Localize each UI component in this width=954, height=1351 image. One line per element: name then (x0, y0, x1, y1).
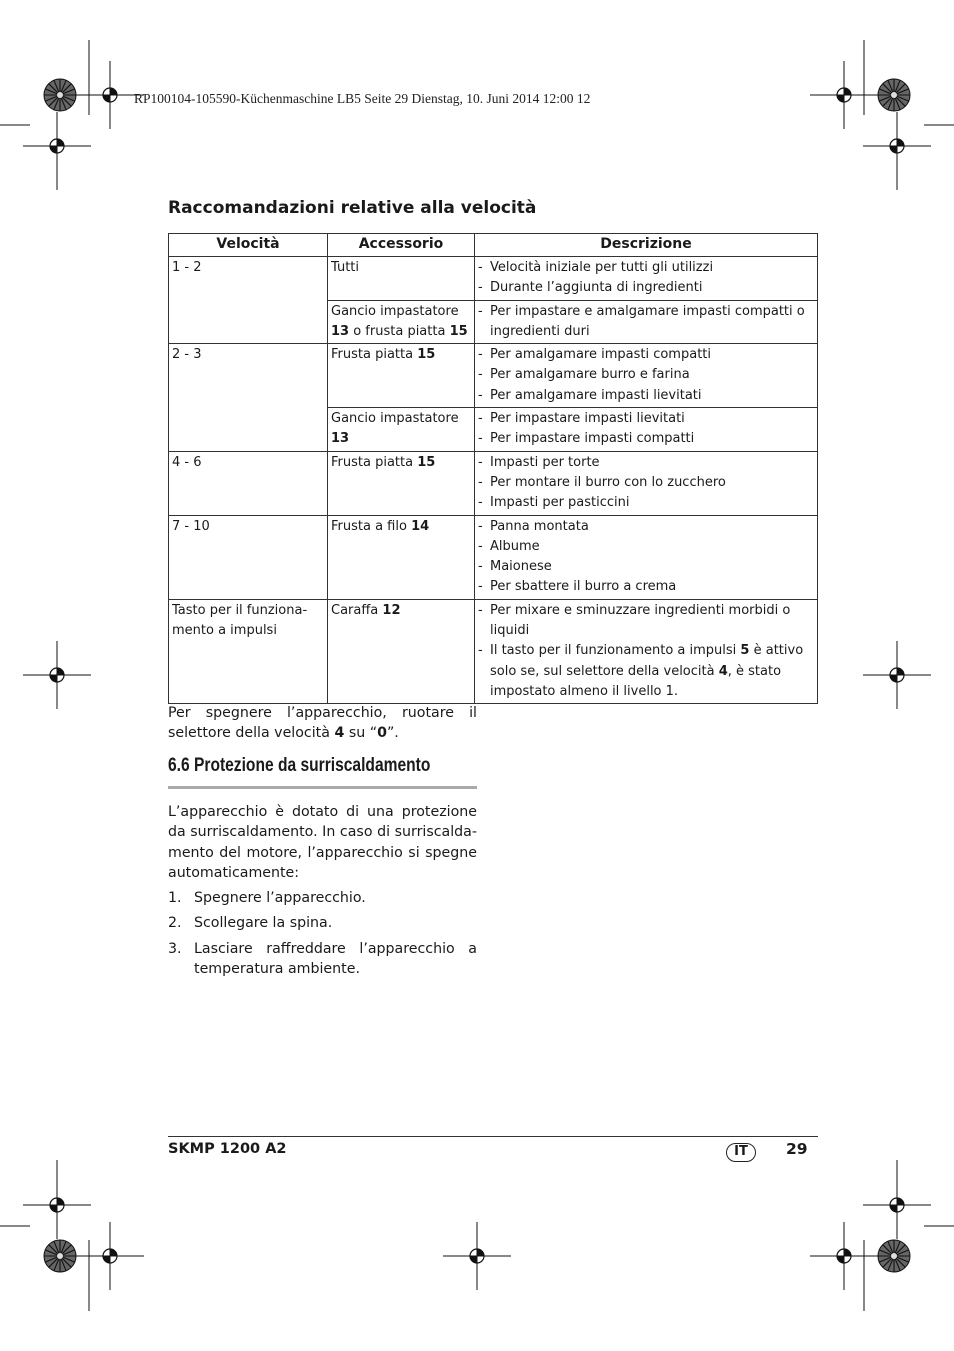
description-item: Maionese (490, 559, 552, 575)
description-item: Per impastare impasti compatti (490, 431, 695, 447)
description-item: Impasti per pasticcini (490, 495, 630, 511)
description-item: Albume (490, 538, 540, 554)
speed-cell: 4 - 6 (169, 451, 328, 515)
section-title: Raccomandazioni relative alla velocità (168, 198, 537, 218)
description-item: Per impastare e amalgamare impasti compatti o ingredienti duri (490, 303, 805, 339)
table-row (169, 451, 818, 515)
description-cell: - Velocità iniziale per tutti gli utilizzi - Durante l’aggiunta di ingredienti (475, 257, 818, 301)
description-item: Per montare il burro con lo zucchero (490, 474, 726, 490)
accessory-cell: Gancio impastatore 13 o frusta piatta 15 (328, 300, 475, 344)
table-header-row (169, 234, 818, 257)
description-cell: - Panna montata - Albume - Maionese - Per sbattere il burro a crema (475, 515, 818, 599)
accessory-cell: Caraffa 12 (328, 599, 475, 703)
print-header: RP100104-105590-Küchenmaschine LB5 Seite 29 Dienstag, 10. Juni 2014 12:00 12 (134, 91, 591, 106)
description-cell: - Per mixare e sminuzzare ingredienti morbidi o liquidi - Il tasto per il funzionamento a impulsi 5 è attivo solo se, sul selettore della velocità 4, è stato impostato almeno il livello 1. (475, 599, 818, 703)
subsection-title-rule (168, 786, 477, 789)
description-item: Impasti per torte (490, 454, 600, 470)
accessory-cell: Frusta piatta 15 (328, 451, 475, 515)
description-cell: - Per impastare impasti lievitati - Per impastare impasti compatti (475, 408, 818, 452)
subsection-title: 6.6 Protezione da surriscaldamento (168, 755, 431, 776)
footer-rule (168, 1136, 818, 1137)
header-accessory: Accessorio (328, 234, 475, 257)
table-row (169, 257, 818, 301)
accessory-cell: Gancio impastatore 13 (328, 408, 475, 452)
table-row (169, 344, 818, 408)
language-badge: IT (726, 1143, 756, 1162)
page-number: 29 (786, 1140, 808, 1158)
description-item: Per amalgamare impasti lievitati (490, 387, 702, 403)
header-description: Descrizione (475, 234, 818, 257)
description-item: Panna montata (490, 518, 589, 534)
speed-cell: Tasto per il funziona-mento a impulsi (169, 599, 328, 703)
header-speed: Velocità (169, 234, 328, 257)
description-cell: - Impasti per torte - Per montare il burro con lo zucchero - Impasti per pasticcini (475, 451, 818, 515)
description-item: Per amalgamare impasti compatti (490, 347, 711, 363)
description-cell: - Per amalgamare impasti compatti - Per amalgamare burro e farina - Per amalgamare impasti lievitati (475, 344, 818, 408)
subsection-intro: L’apparecchio è dotato di una protezione da surriscaldamento. In caso di surriscalda-mento del motore, l’apparecchio si spegne automaticamente: (168, 804, 477, 881)
description-item: Per sbattere il burro a crema (490, 579, 677, 595)
list-item: 3. Lasciare raffreddare l’apparecchio a temperatura ambiente. (168, 940, 477, 977)
description-item: Durante l’aggiunta di ingredienti (490, 280, 703, 296)
accessory-cell: Frusta piatta 15 (328, 344, 475, 408)
table-row (169, 599, 818, 703)
list-item: 1. Spegnere l’apparecchio. (168, 890, 366, 906)
description-item: Per amalgamare burro e farina (490, 367, 690, 383)
description-cell: - Per impastare e amalgamare impasti compatti o ingredienti duri (475, 300, 818, 344)
speed-cell: 1 - 2 (169, 257, 328, 344)
table-row (169, 515, 818, 599)
speed-table (168, 233, 818, 704)
description-item: Per impastare impasti lievitati (490, 411, 685, 427)
steps-list (168, 888, 477, 984)
footer-model: SKMP 1200 A2 (168, 1141, 287, 1157)
list-item: 2. Scollegare la spina. (168, 915, 333, 932)
speed-cell: 7 - 10 (169, 515, 328, 599)
accessory-cell: Frusta a filo 14 (328, 515, 475, 599)
off-note: Per spegnere l’apparecchio, ruotare il selettore della velocità 4 su “0”. (168, 705, 477, 742)
description-item: Il tasto per il funzionamento a impulsi 5 è attivo solo se, sul selettore della velocità 4, è stato impostato almeno il livello 1. (490, 643, 804, 699)
speed-cell: 2 - 3 (169, 344, 328, 451)
description-item: Per mixare e sminuzzare ingredienti morbidi o liquidi (490, 602, 791, 639)
accessory-cell: Tutti (328, 257, 475, 301)
description-item: Velocità iniziale per tutti gli utilizzi (490, 260, 714, 275)
